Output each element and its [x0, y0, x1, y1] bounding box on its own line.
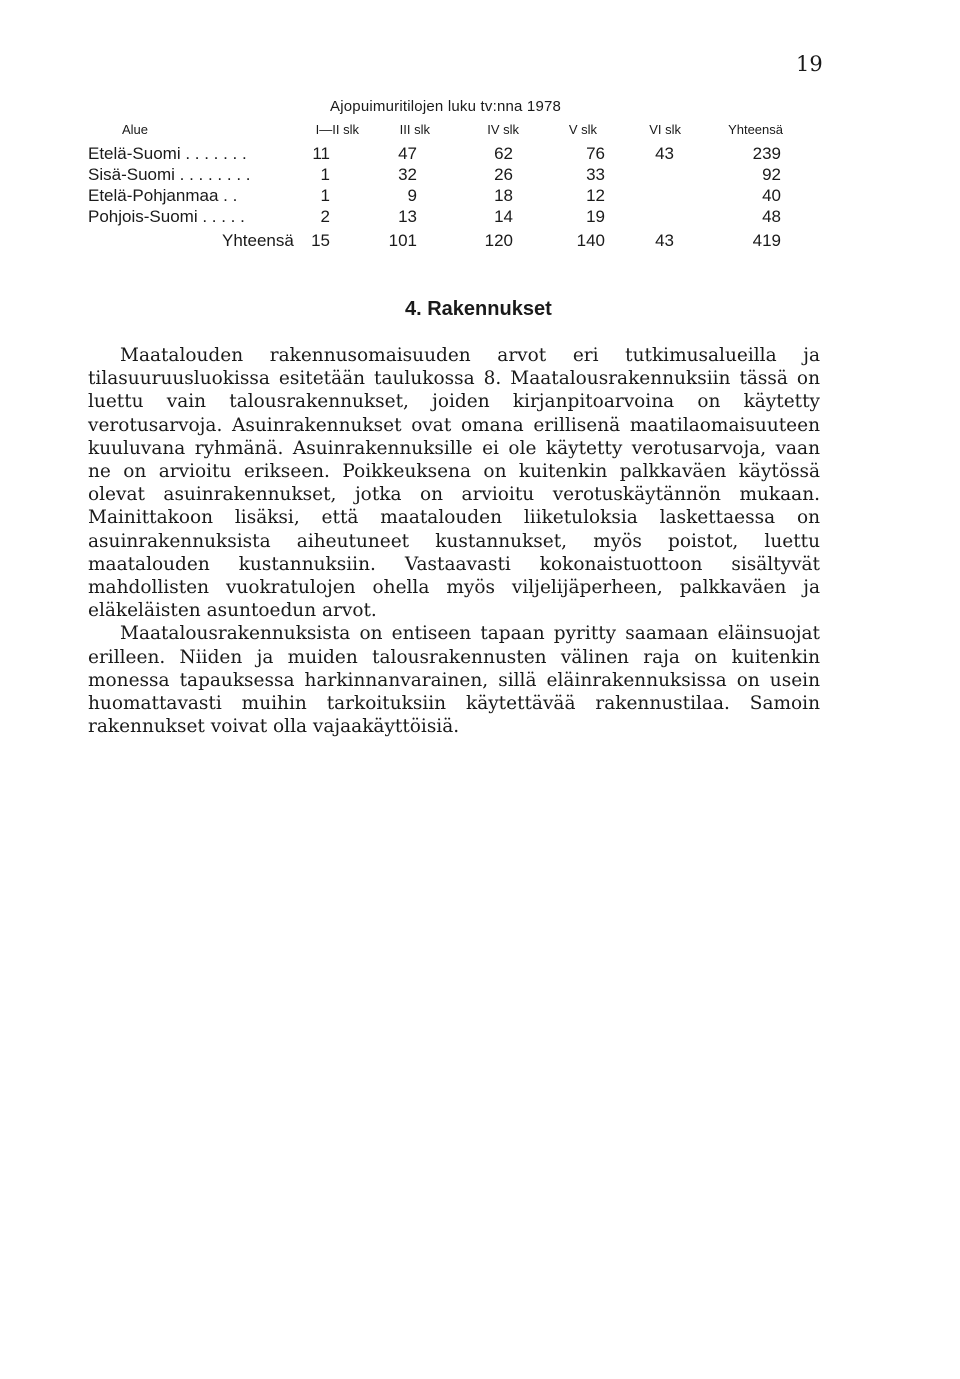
cell-value: 2 — [320, 207, 330, 226]
column-header-total: Yhteensä — [728, 122, 783, 137]
table-row — [0, 207, 960, 228]
cell-value: 40 — [762, 186, 781, 205]
total-value: 140 — [576, 231, 605, 250]
table-caption: Ajopuimuritilojen luku tv:nna 1978 — [330, 98, 562, 115]
cell-value: 14 — [494, 207, 513, 226]
cell-value: 92 — [762, 165, 781, 184]
table-row — [0, 144, 960, 165]
column-header-class-3: III slk — [399, 122, 430, 137]
paragraph: Maatalouden rakennusomaisuuden arvot eri tutkimusalueilla ja tilasuuruusluokissa esitetään taulukossa 8. Maatalousrakennuksiin tässä on luettu vain talousrakennukset, joiden kirjanpitoarvoina on käytetty verotusarvoja. Asuinrakennukset ovat omana erillisenä maatilaomaisuuteen kuuluvana ryhmänä. Asuinrakennuksille ei ole käytetty verotusarvoja, vaan ne on arvioitu erikseen. Poikkeuksena on kuitenkin palkkaväen käytössä olevat asuinrakennukset, jotka on arvioitu verotuskäytännön mukaan. Mainittakoon lisäksi, että maatalouden liiketuloksia laskettaessa on asuinrakennuksista aiheutuneet kustannukset, myös poistot, luettu maatalouden kustannuksiin. Vastaavasti kokonaistuottoon sisältyvät mahdollisten vuokratulojen ohella myös viljelijäperheen, palkkaväen ja eläkeläisten asuntoedun arvot. — [88, 345, 820, 622]
column-header-class-1-2: I—II slk — [315, 122, 359, 137]
table-row — [0, 165, 960, 186]
cell-value: 76 — [586, 144, 605, 163]
total-value: 419 — [752, 231, 781, 250]
cell-value: 48 — [762, 207, 781, 226]
data-table — [0, 114, 960, 252]
cell-value: 62 — [494, 144, 513, 163]
table-header-row — [0, 114, 960, 138]
cell-value: 1 — [320, 186, 330, 205]
body-text — [88, 344, 820, 738]
cell-value: 19 — [586, 207, 605, 226]
cell-value: 32 — [398, 165, 417, 184]
cell-value: 13 — [398, 207, 417, 226]
cell-value: 1 — [320, 165, 330, 184]
total-value: 101 — [388, 231, 417, 250]
column-header-class-4: IV slk — [487, 122, 519, 137]
cell-value: 18 — [494, 186, 513, 205]
row-area: Pohjois-Suomi . . . . . — [88, 207, 245, 226]
table-total-row — [0, 231, 960, 252]
row-area: Etelä-Suomi . . . . . . . — [88, 144, 247, 163]
total-label: Yhteensä — [222, 231, 294, 250]
row-area: Sisä-Suomi . . . . . . . . — [88, 165, 251, 184]
section-heading: 4. Rakennukset — [405, 298, 552, 320]
cell-value: 33 — [586, 165, 605, 184]
cell-value: 43 — [655, 144, 674, 163]
total-value: 43 — [655, 231, 674, 250]
column-header-area: Alue — [122, 122, 149, 137]
cell-value: 239 — [752, 144, 781, 163]
cell-value: 12 — [586, 186, 605, 205]
table-row — [0, 186, 960, 207]
column-header-class-6: VI slk — [649, 122, 681, 137]
cell-value: 26 — [494, 165, 513, 184]
cell-value: 47 — [398, 144, 417, 163]
cell-value: 11 — [312, 144, 330, 163]
column-header-class-5: V slk — [568, 122, 597, 137]
page-number: 19 — [796, 52, 823, 76]
total-value: 120 — [484, 231, 513, 250]
total-value: 15 — [311, 231, 330, 250]
cell-value: 9 — [407, 186, 417, 205]
row-area: Etelä-Pohjanmaa . . — [88, 186, 238, 205]
paragraph: Maatalousrakennuksista on entiseen tapaan pyritty saamaan eläinsuojat erilleen. Niiden ja muiden talousrakennusten välinen raja on kuitenkin monessa tapauksessa harkinnanvarainen, sillä eläinrakennuksissa on usein huomattavasti muihin tarkoituksiin käytettävää rakennustilaa. Samoin rakennukset voivat olla vajaakäyttöisiä. — [88, 623, 820, 738]
